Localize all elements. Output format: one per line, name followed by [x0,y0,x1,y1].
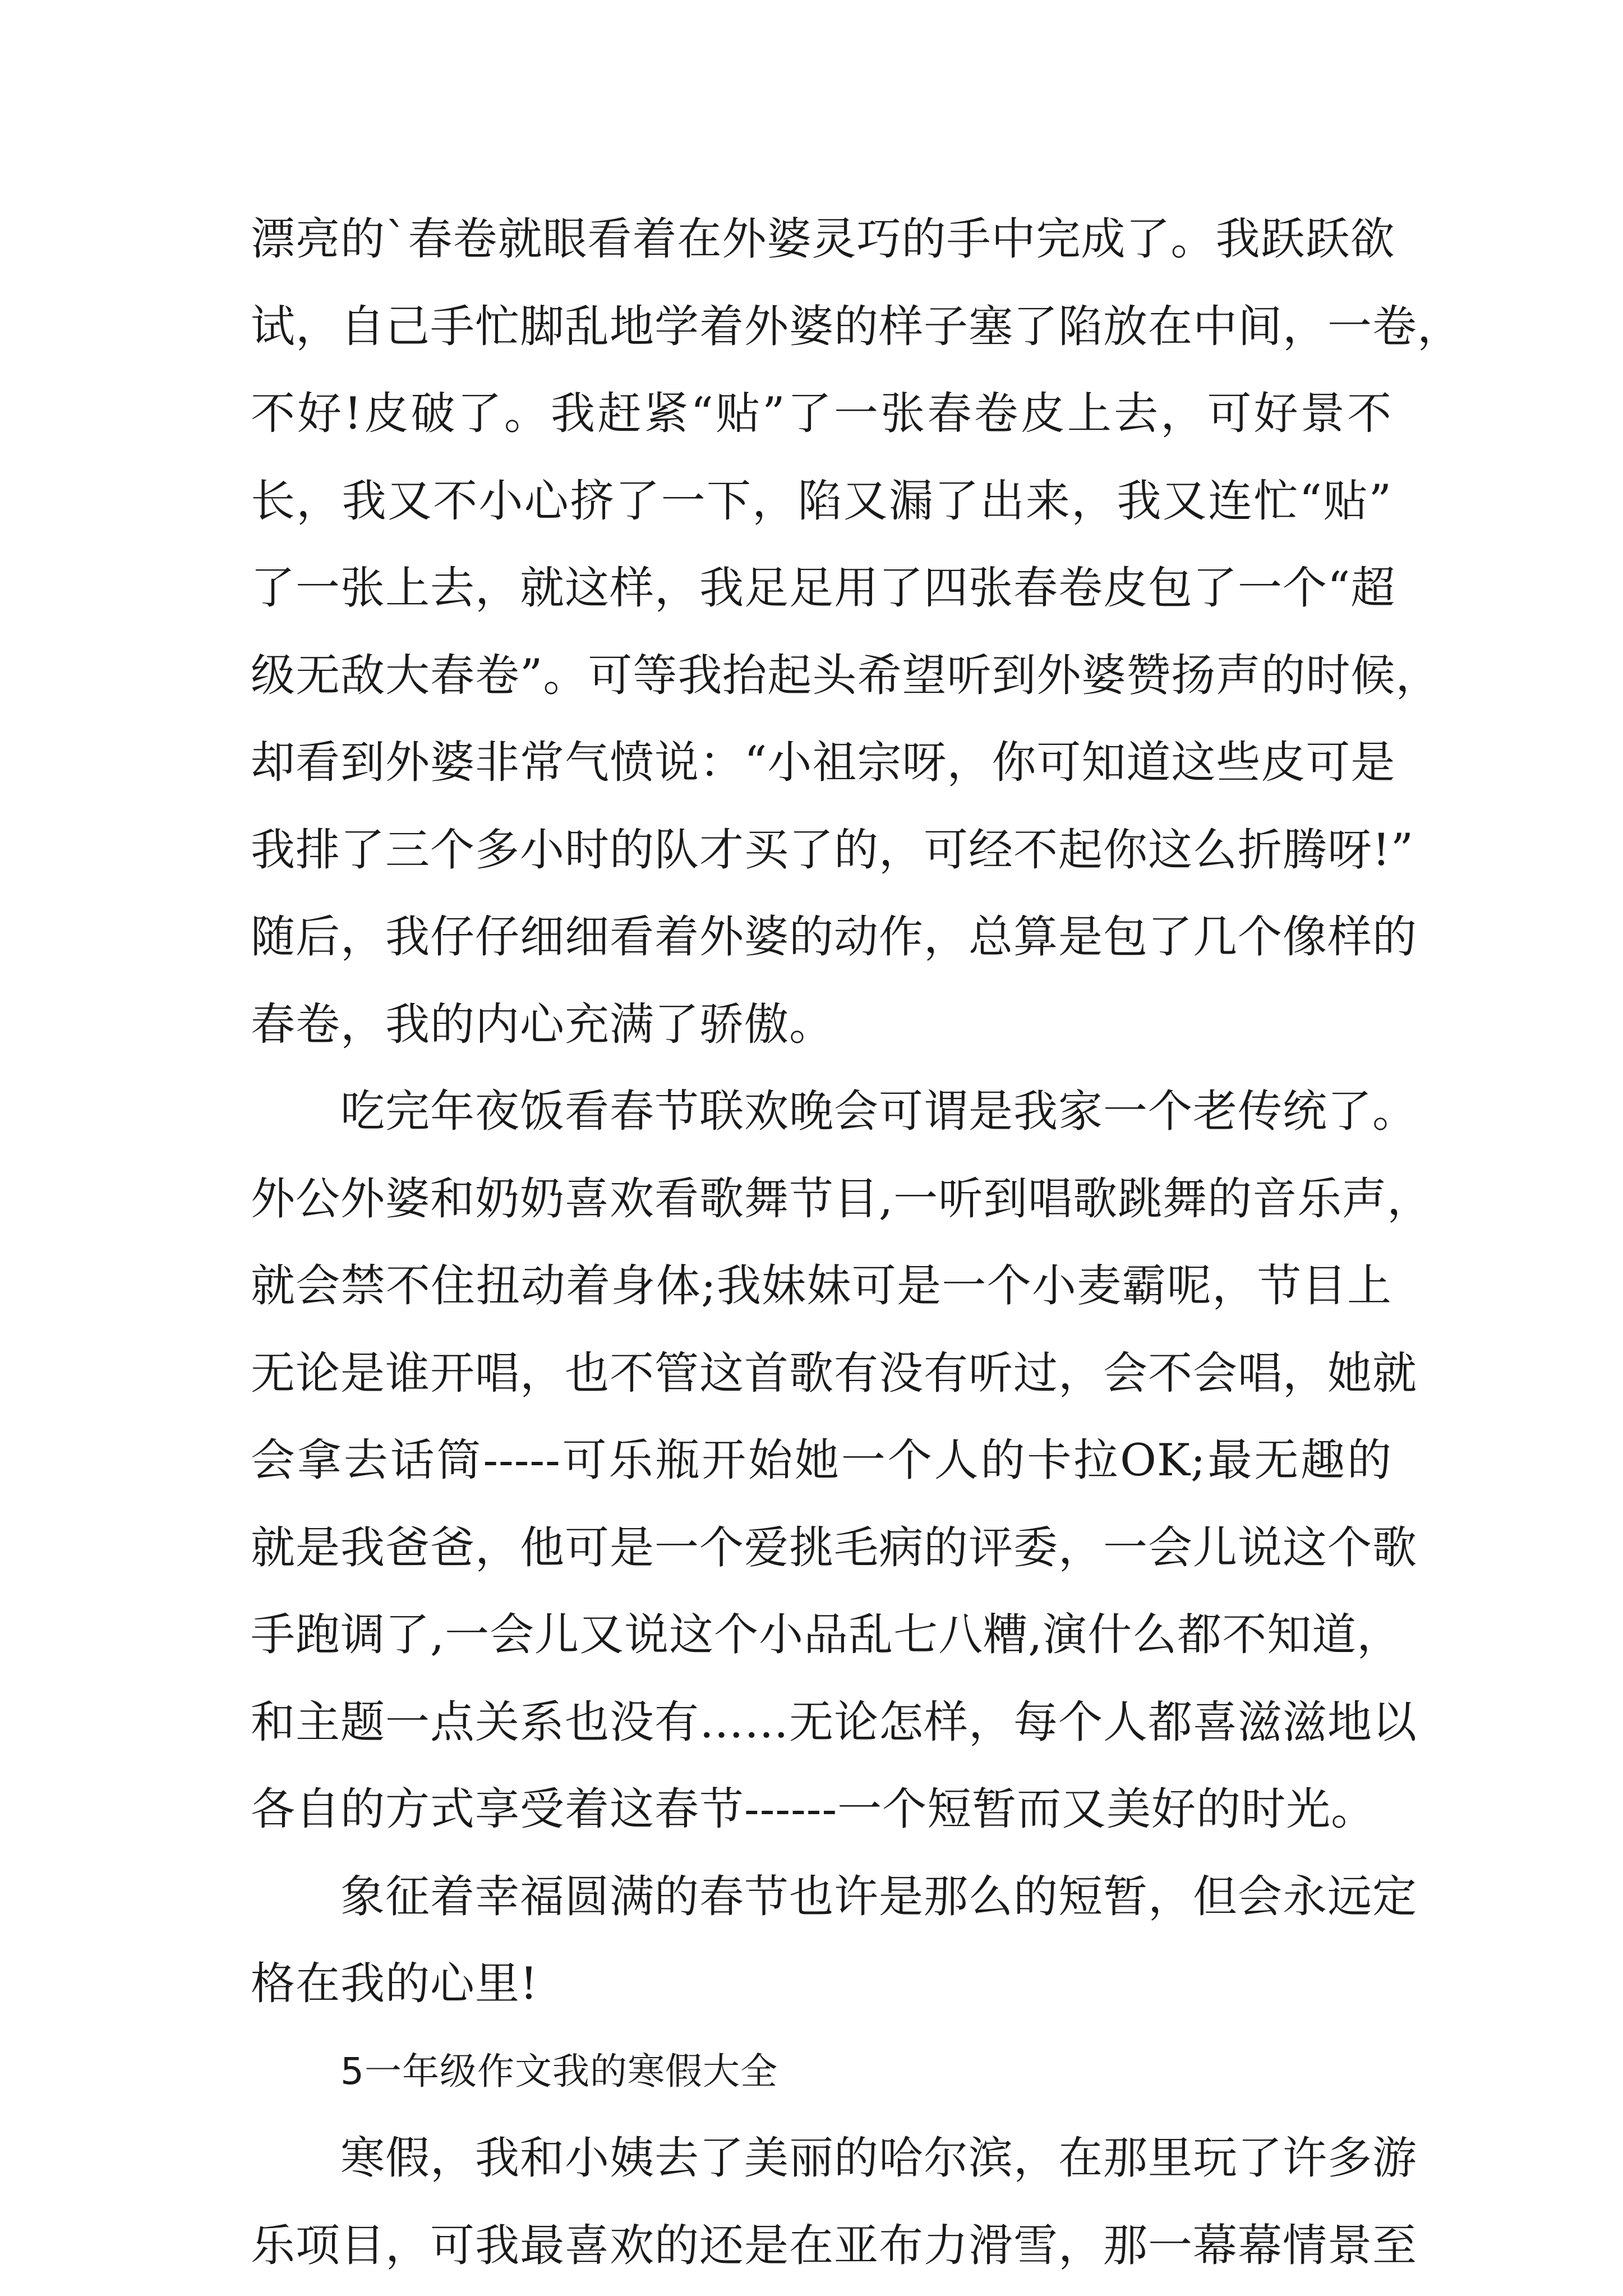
text-line: 寒假，我和小姨去了美丽的哈尔滨，在那里玩了许多游 [340,2132,1417,2184]
text-line: 长，我又不小心挤了一下，陷又漏了出来，我又连忙“贴” [251,475,1392,527]
text-line: 就是我爸爸，他可是一个爱挑毛病的评委，一会儿说这个歌 [251,1521,1417,1573]
text-line: 随后，我仔仔细细看着外婆的动作，总算是包了几个像样的 [251,911,1417,963]
paragraph-2 [251,1068,1432,1853]
text-line: 试，自己手忙脚乱地学着外婆的样子塞了陷放在中间，一卷， [251,300,1462,352]
text-line: 级无敌大春卷”。可等我抬起头希望听到外婆赞扬声的时候， [251,649,1441,701]
text-line: 会拿去话筒-----可乐瓶开始她一个人的卡拉OK;最无趣的 [251,1434,1392,1486]
text-line: 各自的方式享受着这春节------一个短暂而又美好的时光。 [251,1783,1376,1835]
text-line: 漂亮的`春卷就眼看着在外婆灵巧的手中完成了。我跃跃欲 [251,213,1395,265]
text-line: 无论是谁开唱，也不管这首歌有没有听过，会不会唱，她就 [251,1347,1417,1399]
paragraph-1 [251,196,1462,1068]
section-heading [251,2028,1392,2115]
paragraph-3 [251,1853,1417,2028]
section-heading-text: 5一年级作文我的寒假大全 [340,2049,778,2093]
paragraph-5 [251,2115,1417,2289]
text-line: 就会禁不住扭动着身体;我妹妹可是一个小麦霸呢，节目上 [251,1260,1392,1312]
text-line: 乐项目，可我最喜欢的还是在亚布力滑雪，那一幕幕情景至 [251,2219,1417,2271]
text-line: 和主题一点关系也没有……无论怎样，每个人都喜滋滋地以 [251,1696,1417,1748]
document-page [251,196,1462,2289]
text-line: 我排了三个多小时的队才买了的，可经不起你这么折腾呀!” [251,823,1414,876]
text-line: 象征着幸福圆满的春节也许是那么的短暂，但会永远定 [340,1870,1417,1922]
text-line: 吃完年夜饭看春节联欢晚会可谓是我家一个老传统了。 [340,1085,1417,1137]
text-line: 了一张上去，就这样，我足足用了四张春卷皮包了一个“超 [251,562,1396,614]
text-line: 外公外婆和奶奶喜欢看歌舞节目,一听到唱歌跳舞的音乐声， [251,1172,1432,1225]
text-line: 不好!皮破了。我赶紧“贴”了一张春卷皮上去，可好景不 [251,388,1392,439]
text-line: 却看到外婆非常气愤说：“小祖宗呀，你可知道这些皮可是 [251,737,1396,788]
text-line: 春卷，我的内心充满了骄傲。 [251,998,834,1050]
text-line: 手跑调了,一会儿又说这个小品乱七八糟,演什么都不知道， [251,1609,1402,1660]
text-line: 格在我的心里! [251,1958,538,2009]
